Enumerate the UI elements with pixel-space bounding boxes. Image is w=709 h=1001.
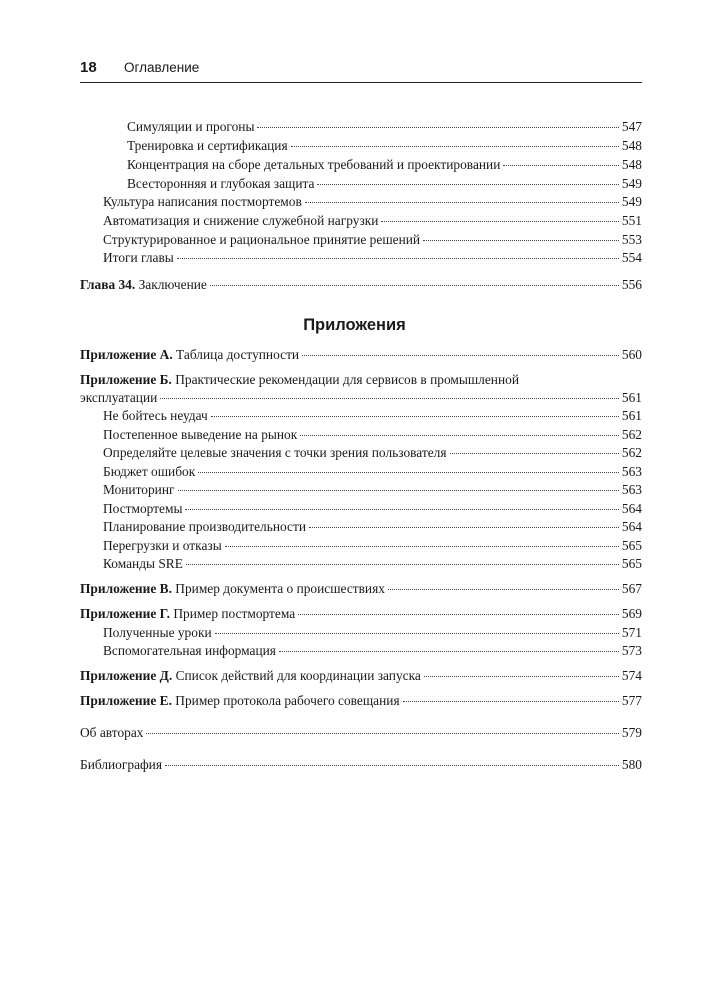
toc-entry[interactable]	[80, 137, 642, 155]
toc-entry[interactable]	[80, 118, 642, 136]
toc-entry-page: 563	[621, 464, 642, 479]
toc-entry-title: Определяйте целевые значения с точки зрения пользователя	[103, 445, 447, 460]
dot-leader	[300, 434, 619, 436]
dot-leader	[305, 201, 619, 203]
running-head: Оглавление	[124, 60, 200, 75]
appendix-label: Приложение А.	[80, 347, 173, 362]
appendix-label: Приложение В.	[80, 581, 172, 596]
toc-entry-title: Об авторах	[80, 725, 144, 740]
dot-leader	[215, 632, 619, 634]
toc-entry-page: 556	[621, 277, 642, 292]
dot-leader	[210, 284, 619, 286]
dot-leader	[423, 239, 619, 241]
chapter-label: Глава 34.	[80, 277, 136, 292]
dot-leader	[279, 650, 619, 652]
toc-entry-title: Постмортемы	[103, 501, 183, 516]
toc-entry-page: 553	[621, 232, 642, 247]
appendix-label: Приложение Г.	[80, 606, 171, 621]
toc-entry[interactable]	[80, 175, 642, 193]
dot-leader	[211, 415, 619, 417]
appendix-title: Пример протокола рабочего совещания	[175, 693, 400, 708]
toc-appendix-entry[interactable]	[80, 346, 642, 364]
toc-entry-page: 561	[621, 408, 642, 423]
toc-entry[interactable]	[80, 518, 642, 536]
appendix-title-line1: Практические рекомендации для сервисов в промышленной	[175, 372, 520, 387]
toc-entry-page: 560	[621, 347, 642, 362]
toc-entry-page: 561	[621, 390, 642, 405]
appendix-title: Список действий для координации запуска	[175, 668, 421, 683]
toc-entry[interactable]	[80, 624, 642, 642]
toc-entry-title: Библиография	[80, 757, 163, 772]
toc-entry[interactable]	[80, 426, 642, 444]
toc-entry-page: 549	[621, 176, 642, 191]
appendix-title-line2: эксплуатации	[80, 390, 158, 405]
toc-entry[interactable]	[80, 407, 642, 425]
toc-entry[interactable]	[80, 444, 642, 462]
toc-entry[interactable]	[80, 231, 642, 249]
toc-entry-page: 564	[621, 519, 642, 534]
dot-leader	[225, 545, 619, 547]
toc-entry-page: 548	[621, 138, 642, 153]
dot-leader	[302, 354, 619, 356]
dot-leader	[503, 164, 619, 166]
dot-leader	[186, 563, 619, 565]
toc-appendix-entry[interactable]	[80, 667, 642, 685]
toc-entry-page: 563	[621, 482, 642, 497]
toc-entry-page: 549	[621, 194, 642, 209]
toc-entry-page: 567	[621, 581, 642, 596]
toc-appendix-entry-second-line[interactable]	[80, 389, 642, 407]
dot-leader	[160, 397, 619, 399]
toc-appendix-entry[interactable]	[80, 692, 642, 710]
toc-entry[interactable]	[80, 500, 642, 518]
toc-entry-page: 551	[621, 213, 642, 228]
dot-leader	[146, 732, 618, 734]
toc-entry-title: Постепенное выведение на рынок	[103, 427, 298, 442]
dot-leader	[178, 489, 619, 491]
toc-entry-page: 565	[621, 556, 642, 571]
toc-entry-page: 580	[621, 757, 642, 772]
toc-entry-page: 573	[621, 643, 642, 658]
appendix-label: Приложение Е.	[80, 693, 172, 708]
dot-leader	[165, 764, 619, 766]
chapter-title: Заключение	[138, 277, 207, 292]
toc-entry-page: 547	[621, 119, 642, 134]
appendix-title: Пример постмортема	[173, 606, 296, 621]
appendix-label: Приложение Б.	[80, 372, 172, 387]
toc-entry-title: Полученные уроки	[103, 625, 212, 640]
toc-entry-title: Перегрузки и отказы	[103, 538, 222, 553]
toc-appendix-entry[interactable]	[80, 605, 642, 623]
toc-entry-title: Вспомогательная информация	[103, 643, 276, 658]
toc-entry[interactable]	[80, 537, 642, 555]
toc-entry-title: Симуляции и прогоны	[127, 119, 255, 134]
toc-entry-page: 574	[621, 668, 642, 683]
dot-leader	[291, 145, 619, 147]
toc-entry-page: 571	[621, 625, 642, 640]
dot-leader	[185, 508, 618, 510]
toc-entry-title: Структурированное и рациональное принятие решений	[103, 232, 421, 247]
toc-entry-title: Культура написания постмортемов	[103, 194, 302, 209]
toc-appendix-entry[interactable]	[80, 580, 642, 598]
toc-entry-page: 548	[621, 157, 642, 172]
toc-entry-title: Автоматизация и снижение служебной нагрузки	[103, 213, 379, 228]
toc-entry-page: 554	[621, 250, 642, 265]
toc-entry-title: Итоги главы	[103, 250, 174, 265]
dot-leader	[177, 257, 619, 259]
toc-entry[interactable]	[80, 642, 642, 660]
dot-leader	[257, 126, 618, 128]
toc-entry-page: 565	[621, 538, 642, 553]
appendix-label: Приложение Д.	[80, 668, 173, 683]
dot-leader	[298, 613, 619, 615]
toc-entry-page: 577	[621, 693, 642, 708]
toc-entry-title: Планирование производительности	[103, 519, 307, 534]
toc-entry[interactable]	[80, 212, 642, 230]
dot-leader	[424, 675, 619, 677]
toc-entry-title: Концентрация на сборе детальных требований и проектировании	[127, 157, 501, 172]
dot-leader	[450, 452, 619, 454]
toc-entry[interactable]	[80, 463, 642, 481]
toc-entry[interactable]	[80, 156, 642, 174]
toc-entry[interactable]	[80, 249, 642, 267]
dot-leader	[388, 588, 619, 590]
dot-leader	[198, 471, 619, 473]
dot-leader	[309, 526, 619, 528]
toc-entry[interactable]	[80, 555, 642, 573]
toc-entry-bibliography[interactable]	[80, 756, 642, 774]
toc-entry-page: 562	[621, 427, 642, 442]
page-header	[80, 58, 642, 83]
toc-entry-title: Команды SRE	[103, 556, 183, 571]
toc-entry-title: Не бойтесь неудач	[103, 408, 208, 423]
toc-entry-about[interactable]	[80, 724, 642, 742]
page-number: 18	[80, 59, 97, 76]
toc-entry-title: Бюджет ошибок	[103, 464, 196, 479]
toc-entry[interactable]	[80, 193, 642, 211]
dot-leader	[403, 700, 619, 702]
appendix-title: Пример документа о происшествиях	[175, 581, 385, 596]
dot-leader	[381, 220, 619, 222]
appendix-title: Таблица доступности	[176, 347, 300, 362]
toc-entry-page: 569	[621, 606, 642, 621]
toc-entry-title: Мониторинг	[103, 482, 175, 497]
toc-entry-title: Тренировка и сертификация	[127, 138, 288, 153]
toc-entry-page: 579	[621, 725, 642, 740]
toc-entry[interactable]	[80, 481, 642, 499]
toc-entry-page: 564	[621, 501, 642, 516]
toc-appendix-entry-first-line[interactable]	[80, 371, 519, 389]
toc-entry-title: Всесторонняя и глубокая защита	[127, 176, 315, 191]
appendices-heading: Приложения	[303, 316, 406, 334]
dot-leader	[317, 183, 618, 185]
toc-chapter-entry[interactable]	[80, 276, 642, 294]
toc-entry-page: 562	[621, 445, 642, 460]
